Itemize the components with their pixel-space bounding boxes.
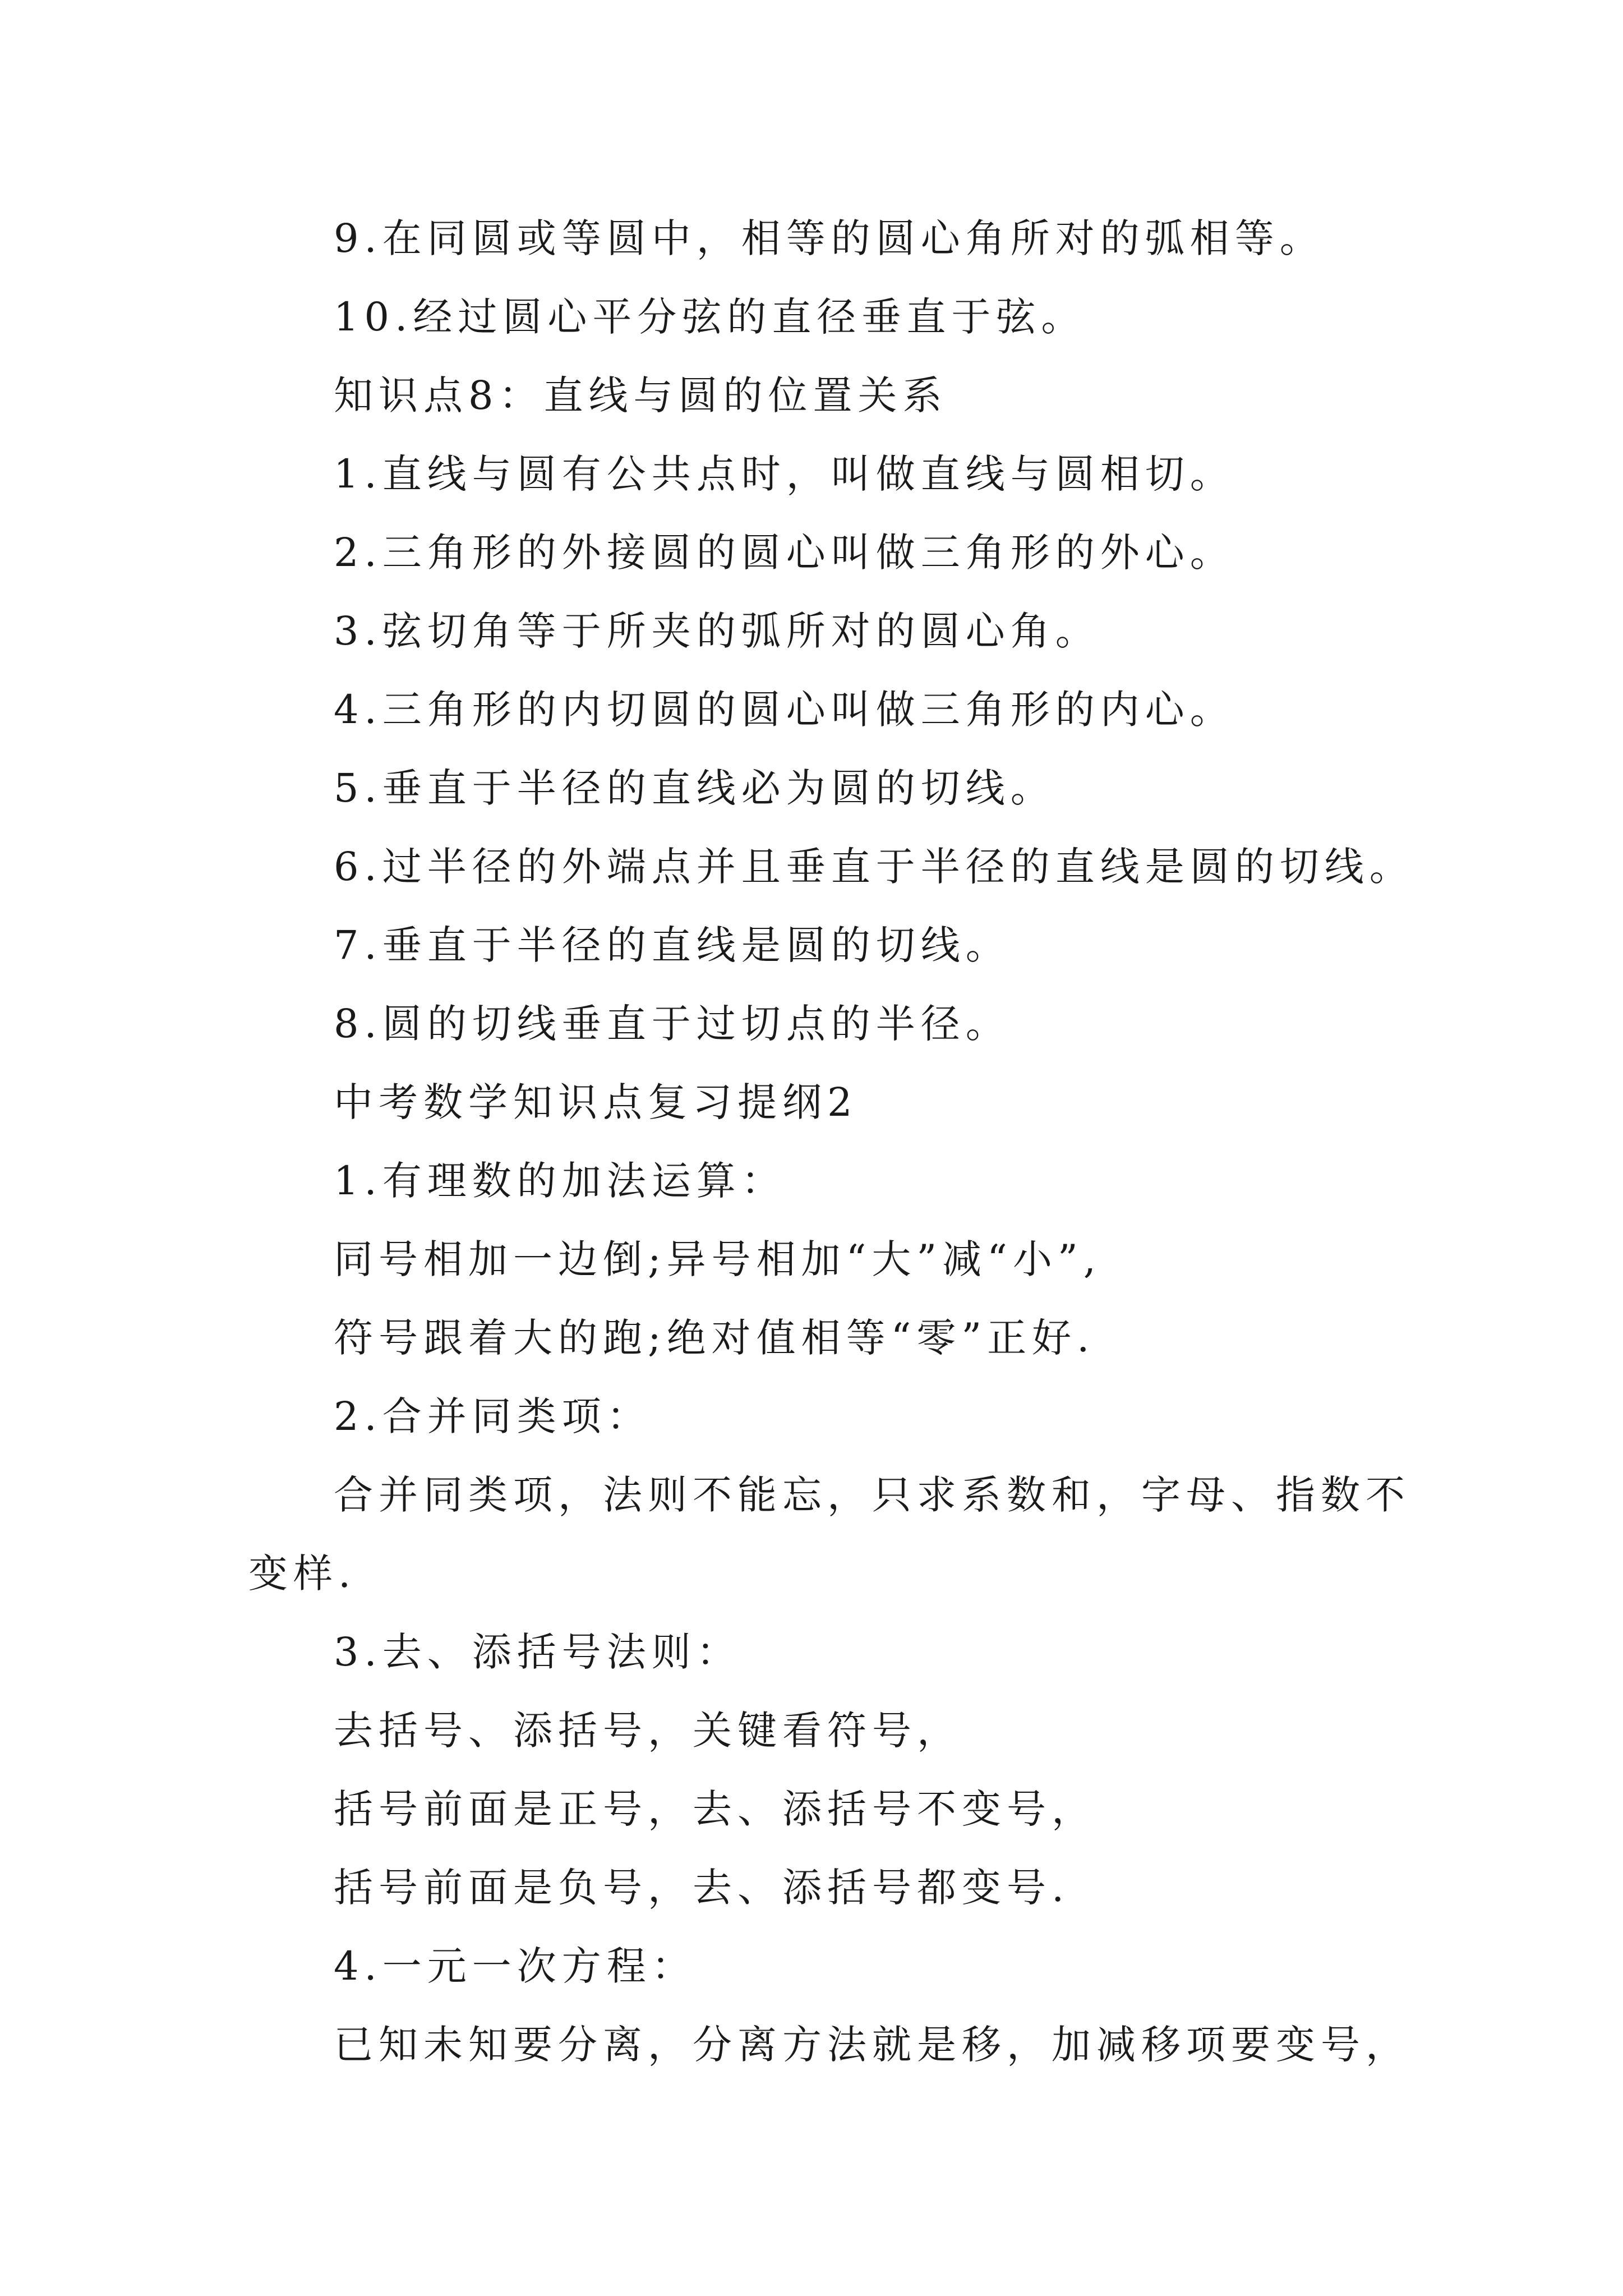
text-line: 已知未知要分离，分离方法就是移，加减移项要变号，	[334, 2022, 1410, 2068]
text-line: 去括号、添括号，关键看符号，	[334, 1708, 962, 1754]
text-line-continued: 变样.	[248, 1550, 357, 1596]
text-line: 6.过半径的外端点并且垂直于半径的直线是圆的切线。	[334, 844, 1414, 890]
text-line: 括号前面是正号，去、添括号不变号，	[334, 1786, 1096, 1832]
text-line: 2.合并同类项：	[334, 1393, 652, 1439]
text-line: 8.圆的切线垂直于过切点的半径。	[334, 1001, 1011, 1047]
text-line: 5.垂直于半径的直线必为圆的切线。	[334, 765, 1055, 811]
text-line: 9.在同圆或等圆中，相等的圆心角所对的弧相等。	[334, 215, 1325, 261]
text-line: 3.去、添括号法则：	[334, 1629, 741, 1675]
text-line: 符号跟着大的跑;绝对值相等“零”正好.	[334, 1315, 1095, 1361]
text-line: 2.三角形的外接圆的圆心叫做三角形的外心。	[334, 530, 1235, 576]
section-heading: 中考数学知识点复习提纲2	[334, 1079, 858, 1125]
text-line: 4.一元一次方程：	[334, 1943, 697, 1989]
text-line: 1.有理数的加法运算：	[334, 1158, 786, 1204]
text-line: 同号相加一边倒;异号相加“大”减“小”,	[334, 1236, 1101, 1282]
text-line: 10.经过圆心平分弦的直径垂直于弦。	[334, 294, 1086, 340]
text-line: 7.垂直于半径的直线是圆的切线。	[334, 922, 1011, 968]
section-heading: 知识点8：直线与圆的位置关系	[334, 372, 948, 418]
text-line: 括号前面是负号，去、添括号都变号.	[334, 1865, 1070, 1911]
text-line: 4.三角形的内切圆的圆心叫做三角形的内心。	[334, 687, 1235, 733]
text-line: 1.直线与圆有公共点时，叫做直线与圆相切。	[334, 451, 1235, 497]
text-line: 3.弦切角等于所夹的弧所对的圆心角。	[334, 608, 1100, 654]
text-line: 合并同类项，法则不能忘，只求系数和，字母、指数不	[334, 1472, 1410, 1518]
